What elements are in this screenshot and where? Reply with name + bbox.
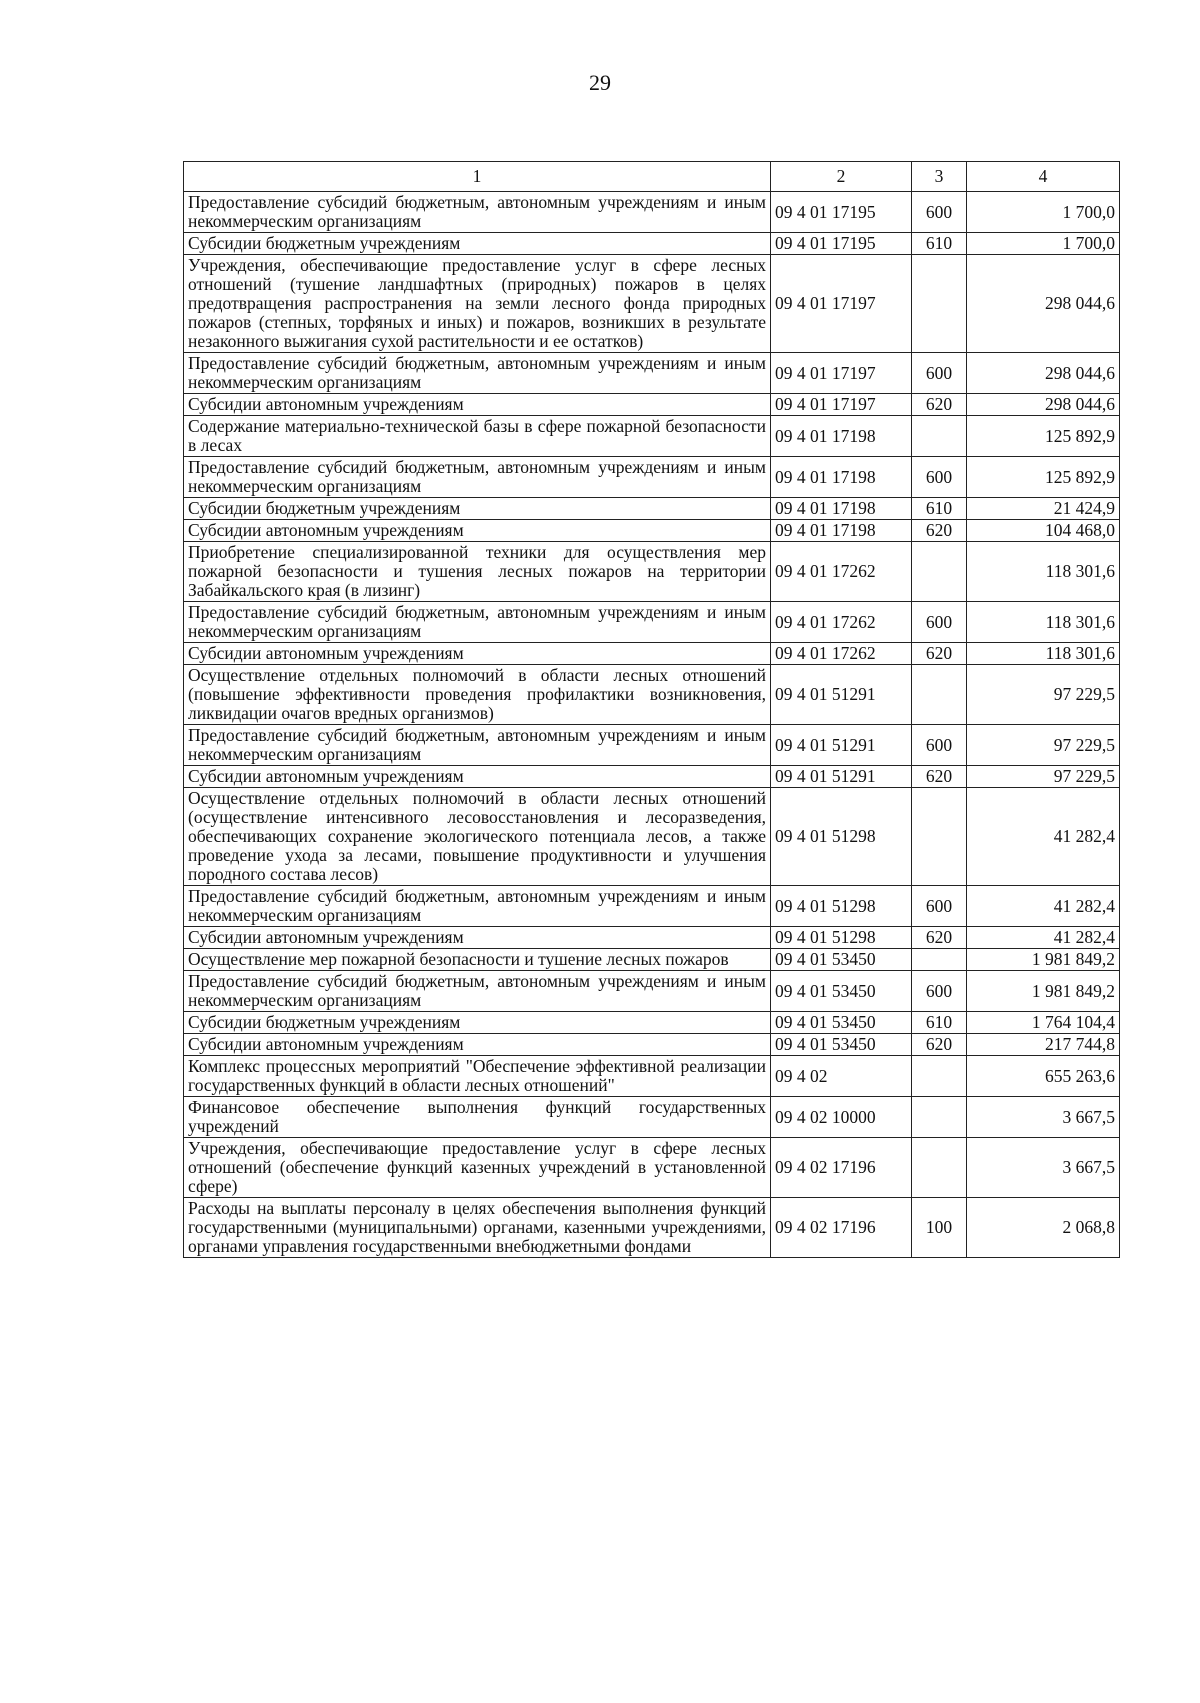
classification-code-cell: 09 4 01 17198 <box>771 520 912 542</box>
expense-type-cell: 600 <box>912 725 967 766</box>
table-row <box>184 886 1120 927</box>
table-row <box>184 255 1120 353</box>
expense-type-cell: 600 <box>912 886 967 927</box>
item-name-cell: Осуществление отдельных полномочий в области лесных отношений (осуществление интенсивного лесовосстановления и лесоразведения, обеспечивающих сохранение экологического потенциала лесов, а также проведение ухода за лесами, повышение продуктивности и улучшения породного состава лесов) <box>184 788 771 886</box>
table-row <box>184 542 1120 602</box>
table-row <box>184 1138 1120 1198</box>
amount-cell: 97 229,5 <box>967 665 1120 725</box>
table-row <box>184 949 1120 971</box>
amount-cell: 97 229,5 <box>967 766 1120 788</box>
table-row <box>184 1097 1120 1138</box>
classification-code-cell: 09 4 01 17197 <box>771 255 912 353</box>
amount-cell: 2 068,8 <box>967 1198 1120 1258</box>
amount-cell: 1 700,0 <box>967 192 1120 233</box>
item-name-cell: Субсидии автономным учреждениям <box>184 1034 771 1056</box>
expense-type-cell: 620 <box>912 1034 967 1056</box>
classification-code-cell: 09 4 01 17198 <box>771 416 912 457</box>
item-name-cell: Учреждения, обеспечивающие предоставление услуг в сфере лесных отношений (обеспечение функций казенных учреждений в установленной сфере) <box>184 1138 771 1198</box>
amount-cell: 298 044,6 <box>967 394 1120 416</box>
classification-code-cell: 09 4 01 53450 <box>771 949 912 971</box>
expense-type-cell: 620 <box>912 766 967 788</box>
item-name-cell: Субсидии автономным учреждениям <box>184 394 771 416</box>
item-name-cell: Расходы на выплаты персоналу в целях обеспечения выполнения функций государственными (муниципальными) органами, казенными учреждениями, органами управления государственными внебюджетными фондами <box>184 1198 771 1258</box>
table-row <box>184 457 1120 498</box>
item-name-cell: Учреждения, обеспечивающие предоставление услуг в сфере лесных отношений (тушение ландшафтных (природных) пожаров в целях предотвращения распространения на земли лесного фонда природных пожаров (степных, торфяных и иных) и пожаров, возникших в результате незаконного выжигания сухой растительности и ее остатков) <box>184 255 771 353</box>
expense-type-cell <box>912 788 967 886</box>
amount-cell: 118 301,6 <box>967 643 1120 665</box>
table-row <box>184 520 1120 542</box>
expense-type-cell <box>912 949 967 971</box>
amount-cell: 1 700,0 <box>967 233 1120 255</box>
item-name-cell: Субсидии бюджетным учреждениям <box>184 498 771 520</box>
classification-code-cell: 09 4 01 17262 <box>771 643 912 665</box>
item-name-cell: Предоставление субсидий бюджетным, автономным учреждениям и иным некоммерческим организациям <box>184 886 771 927</box>
table-row <box>184 233 1120 255</box>
expense-type-cell: 610 <box>912 233 967 255</box>
classification-code-cell: 09 4 01 53450 <box>771 971 912 1012</box>
table-body <box>184 192 1120 1258</box>
amount-cell: 41 282,4 <box>967 788 1120 886</box>
expense-type-cell: 620 <box>912 520 967 542</box>
amount-cell: 3 667,5 <box>967 1138 1120 1198</box>
expense-type-cell <box>912 1056 967 1097</box>
table-header-row <box>184 162 1120 192</box>
item-name-cell: Субсидии автономным учреждениям <box>184 927 771 949</box>
table-row <box>184 1012 1120 1034</box>
item-name-cell: Предоставление субсидий бюджетным, автономным учреждениям и иным некоммерческим организациям <box>184 971 771 1012</box>
classification-code-cell: 09 4 01 53450 <box>771 1012 912 1034</box>
item-name-cell: Осуществление отдельных полномочий в области лесных отношений (повышение эффективности проведения профилактики возникновения, ликвидации очагов вредных организмов) <box>184 665 771 725</box>
table-row <box>184 602 1120 643</box>
item-name-cell: Содержание материально-технической базы в сфере пожарной безопасности в лесах <box>184 416 771 457</box>
column-header-4: 4 <box>967 162 1120 192</box>
classification-code-cell: 09 4 02 <box>771 1056 912 1097</box>
item-name-cell: Финансовое обеспечение выполнения функций государственных учреждений <box>184 1097 771 1138</box>
expense-type-cell <box>912 1138 967 1198</box>
amount-cell: 104 468,0 <box>967 520 1120 542</box>
classification-code-cell: 09 4 01 51291 <box>771 725 912 766</box>
item-name-cell: Осуществление мер пожарной безопасности и тушение лесных пожаров <box>184 949 771 971</box>
amount-cell: 41 282,4 <box>967 927 1120 949</box>
classification-code-cell: 09 4 01 17262 <box>771 602 912 643</box>
expense-type-cell: 600 <box>912 353 967 394</box>
amount-cell: 125 892,9 <box>967 416 1120 457</box>
classification-code-cell: 09 4 01 53450 <box>771 1034 912 1056</box>
classification-code-cell: 09 4 01 17197 <box>771 394 912 416</box>
classification-code-cell: 09 4 02 10000 <box>771 1097 912 1138</box>
table-row <box>184 1198 1120 1258</box>
expense-type-cell <box>912 1097 967 1138</box>
amount-cell: 118 301,6 <box>967 542 1120 602</box>
item-name-cell: Субсидии бюджетным учреждениям <box>184 233 771 255</box>
expense-type-cell: 100 <box>912 1198 967 1258</box>
expense-type-cell: 600 <box>912 602 967 643</box>
classification-code-cell: 09 4 01 17198 <box>771 457 912 498</box>
expense-type-cell <box>912 542 967 602</box>
item-name-cell: Субсидии бюджетным учреждениям <box>184 1012 771 1034</box>
page-number: 29 <box>589 70 611 95</box>
amount-cell: 21 424,9 <box>967 498 1120 520</box>
table-row <box>184 788 1120 886</box>
amount-cell: 298 044,6 <box>967 255 1120 353</box>
amount-cell: 1 981 849,2 <box>967 971 1120 1012</box>
amount-cell: 1 981 849,2 <box>967 949 1120 971</box>
item-name-cell: Приобретение специализированной техники для осуществления мер пожарной безопасности и тушения лесных пожаров на территории Забайкальского края (в лизинг) <box>184 542 771 602</box>
item-name-cell: Предоставление субсидий бюджетным, автономным учреждениям и иным некоммерческим организациям <box>184 457 771 498</box>
classification-code-cell: 09 4 01 17197 <box>771 353 912 394</box>
classification-code-cell: 09 4 01 17262 <box>771 542 912 602</box>
table-row <box>184 971 1120 1012</box>
classification-code-cell: 09 4 01 51291 <box>771 766 912 788</box>
expense-type-cell <box>912 665 967 725</box>
expense-type-cell: 620 <box>912 927 967 949</box>
table-row <box>184 766 1120 788</box>
classification-code-cell: 09 4 02 17196 <box>771 1138 912 1198</box>
classification-code-cell: 09 4 02 17196 <box>771 1198 912 1258</box>
amount-cell: 41 282,4 <box>967 886 1120 927</box>
item-name-cell: Предоставление субсидий бюджетным, автономным учреждениям и иным некоммерческим организациям <box>184 353 771 394</box>
amount-cell: 118 301,6 <box>967 602 1120 643</box>
item-name-cell: Предоставление субсидий бюджетным, автономным учреждениям и иным некоммерческим организациям <box>184 725 771 766</box>
table-row <box>184 725 1120 766</box>
table-row <box>184 498 1120 520</box>
classification-code-cell: 09 4 01 17198 <box>771 498 912 520</box>
item-name-cell: Предоставление субсидий бюджетным, автономным учреждениям и иным некоммерческим организациям <box>184 192 771 233</box>
expense-type-cell <box>912 255 967 353</box>
amount-cell: 125 892,9 <box>967 457 1120 498</box>
table-row <box>184 927 1120 949</box>
expense-type-cell: 620 <box>912 394 967 416</box>
table-row <box>184 1056 1120 1097</box>
expense-type-cell: 600 <box>912 971 967 1012</box>
amount-cell: 1 764 104,4 <box>967 1012 1120 1034</box>
table-row <box>184 353 1120 394</box>
table-row <box>184 665 1120 725</box>
table-row <box>184 192 1120 233</box>
item-name-cell: Субсидии автономным учреждениям <box>184 520 771 542</box>
table-row <box>184 1034 1120 1056</box>
item-name-cell: Субсидии автономным учреждениям <box>184 643 771 665</box>
classification-code-cell: 09 4 01 51298 <box>771 788 912 886</box>
item-name-cell: Предоставление субсидий бюджетным, автономным учреждениям и иным некоммерческим организациям <box>184 602 771 643</box>
expense-type-cell: 610 <box>912 1012 967 1034</box>
expense-type-cell: 600 <box>912 192 967 233</box>
classification-code-cell: 09 4 01 51291 <box>771 665 912 725</box>
table-row <box>184 416 1120 457</box>
expense-type-cell: 600 <box>912 457 967 498</box>
item-name-cell: Субсидии автономным учреждениям <box>184 766 771 788</box>
item-name-cell: Комплекс процессных мероприятий "Обеспечение эффективной реализации государственных функций в области лесных отношений" <box>184 1056 771 1097</box>
table-row <box>184 394 1120 416</box>
classification-code-cell: 09 4 01 51298 <box>771 886 912 927</box>
amount-cell: 3 667,5 <box>967 1097 1120 1138</box>
table-row <box>184 643 1120 665</box>
classification-code-cell: 09 4 01 51298 <box>771 927 912 949</box>
expense-type-cell: 620 <box>912 643 967 665</box>
expense-type-cell <box>912 416 967 457</box>
amount-cell: 97 229,5 <box>967 725 1120 766</box>
column-header-2: 2 <box>771 162 912 192</box>
amount-cell: 298 044,6 <box>967 353 1120 394</box>
amount-cell: 217 744,8 <box>967 1034 1120 1056</box>
column-header-1: 1 <box>184 162 771 192</box>
classification-code-cell: 09 4 01 17195 <box>771 233 912 255</box>
budget-table <box>183 161 1120 1258</box>
amount-cell: 655 263,6 <box>967 1056 1120 1097</box>
classification-code-cell: 09 4 01 17195 <box>771 192 912 233</box>
column-header-3: 3 <box>912 162 967 192</box>
expense-type-cell: 610 <box>912 498 967 520</box>
